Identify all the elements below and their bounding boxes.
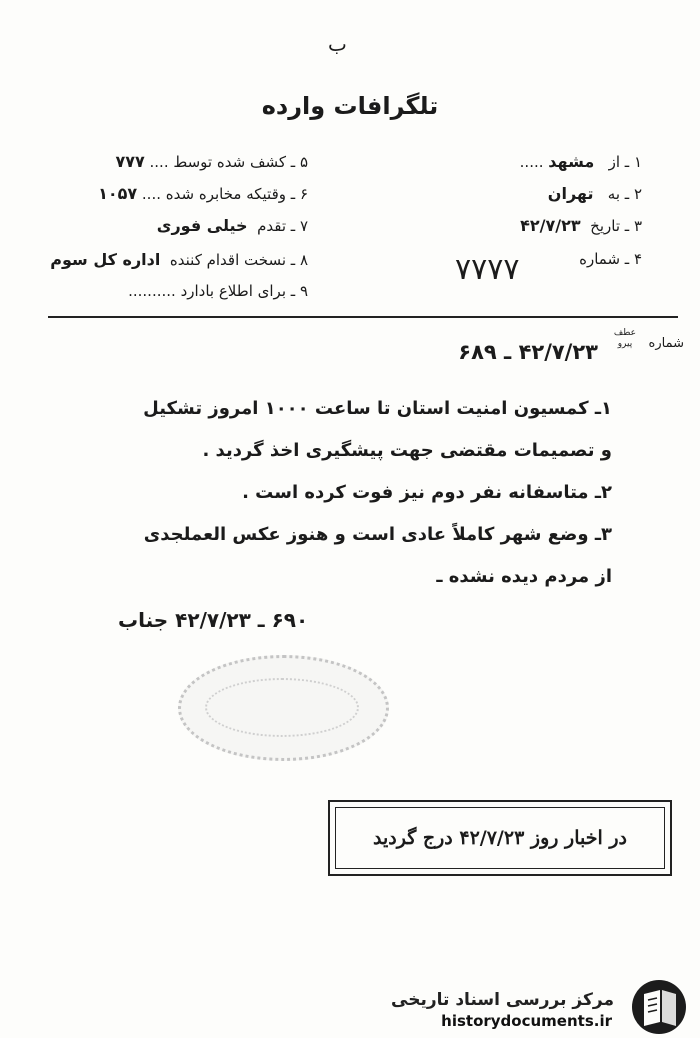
body-line-2: و تصمیمات مقتضی جهت پیشگیری اخذ گردید . [202, 440, 612, 461]
ref-sublabel-atf: عطف [613, 328, 636, 338]
field-info-label: ۹ ـ برای اطلاع بادارد [180, 282, 308, 300]
field-number-label: ۴ ـ شماره [579, 250, 642, 268]
field-from-value: مشهد [548, 152, 595, 171]
signature-line: ۶۹۰ ـ ۴۲/۷/۲۳ جناب [118, 608, 309, 632]
faded-seal-inner [205, 678, 359, 737]
field-date-label: ۳ ـ تاریخ [590, 217, 642, 235]
header-divider [48, 316, 678, 318]
field-to-label: ۲ ـ به [607, 185, 642, 203]
field-action-office-label: ۸ ـ نسخت اقدام کننده [169, 251, 308, 269]
watermark-persian: مرکز بررسی اسناد تاریخی [391, 990, 614, 1010]
field-date [520, 216, 642, 235]
field-date-value: ۴۲/۷/۲۳ [520, 216, 581, 235]
field-from: ۱ ـ از مشهد ..... [519, 152, 642, 171]
field-sent-time: ۶ ـ وقتیکه مخابره شده .... ۱۰۵۷ [98, 184, 308, 203]
field-decoded-by-value: ۷۷۷ [115, 152, 145, 171]
body-line-1: ۱ـ کمسیون امنیت استان تا ساعت ۱۰۰۰ امروز تشکیل [143, 398, 612, 419]
field-priority-label: ۷ ـ تقدم [257, 217, 308, 235]
field-to-value: تهران [547, 184, 594, 203]
field-decoded-by-label: ۵ ـ کشف شده توسط [173, 153, 308, 171]
body-line-5: از مردم دیده نشده ـ [436, 566, 612, 587]
field-priority-value: خیلی فوری [156, 216, 248, 235]
field-number-value: ۷۷۷۷ [455, 252, 520, 287]
field-to [548, 184, 642, 203]
ref-sublabels [614, 328, 636, 350]
ref-number: ۴۲/۷/۲۳ ـ ۶۸۹ [458, 340, 598, 364]
body-line-3: ۲ـ متاسفانه نفر دوم نیز فوت کرده است . [242, 482, 612, 503]
field-number [579, 250, 642, 268]
body-line-4: ۳ـ وضع شهر کاملاً عادی است و هنوز عکس العملجدی [143, 524, 612, 545]
field-info: ۹ ـ برای اطلاع بادارد .......... [128, 282, 308, 300]
ref-sublabel-peyro: پیرو [617, 339, 633, 349]
field-priority [157, 216, 308, 235]
header-mark: ب [328, 32, 347, 56]
watermark-url: historydocuments.ir [441, 1012, 612, 1030]
document-title: تلگرافات وارده [261, 92, 439, 120]
field-from-label: ۱ ـ از [608, 153, 642, 171]
field-action-office [50, 250, 308, 269]
news-stamp-box [328, 800, 672, 876]
field-action-office-value: اداره کل سوم [50, 250, 161, 269]
archive-logo-icon [630, 978, 688, 1036]
field-sent-time-value: ۱۰۵۷ [98, 184, 138, 203]
ref-label: شماره [648, 336, 684, 351]
news-stamp-text: در اخبار روز ۴۲/۷/۲۳ درج گردید [335, 807, 665, 869]
field-decoded-by: ۵ ـ کشف شده توسط .... ۷۷۷ [115, 152, 308, 171]
field-sent-time-label: ۶ ـ وقتیکه مخابره شده [165, 185, 308, 203]
